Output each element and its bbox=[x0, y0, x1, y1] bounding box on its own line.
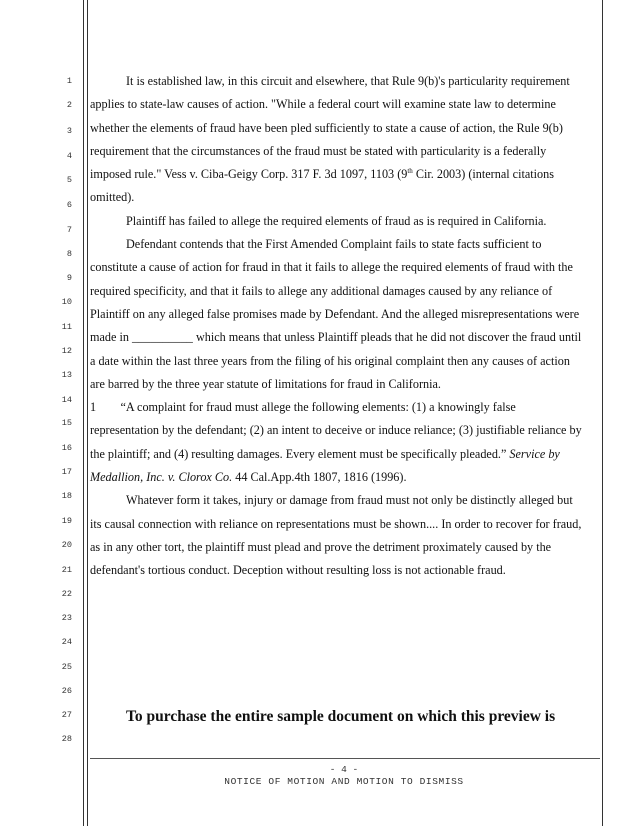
line-number: 6 bbox=[66, 200, 72, 210]
text-line: It is established law, in this circuit and elsewhere, that Rule 9(b)'s particularity requirement bbox=[126, 74, 570, 88]
line-number: 12 bbox=[61, 346, 72, 356]
text-line bbox=[90, 163, 598, 186]
line-number: 2 bbox=[66, 100, 72, 110]
text-line: omitted). bbox=[90, 190, 135, 205]
line-number: 4 bbox=[66, 151, 72, 161]
line-number: 22 bbox=[61, 589, 72, 599]
paragraph-defendant-contends bbox=[90, 233, 598, 396]
text-line: made in __________ which means that unless Plaintiff pleads that he did not discover the fraud until bbox=[90, 330, 582, 345]
case-name: Service by bbox=[509, 446, 560, 461]
quote-text: the plaintiff; and (4) resulting damages. Every element must be specifically pleaded.” bbox=[90, 446, 510, 461]
paragraph-failure-to-allege bbox=[90, 210, 598, 233]
text-line: whether the elements of fraud have been pled sufficiently to state a cause of action, the Rule 9(b) bbox=[90, 120, 563, 135]
text-line: Whatever form it takes, injury or damage from fraud must not only be distinctly alleged but bbox=[126, 493, 573, 508]
line-number: 3 bbox=[66, 126, 72, 136]
text-line: constitute a cause of action for fraud in that it fails to allege the required elements of fraud with the bbox=[90, 260, 573, 275]
line-number: 19 bbox=[61, 516, 72, 526]
text-line: applies to state-law causes of action. "While a federal court will examine state law to determine bbox=[90, 97, 556, 112]
text-line bbox=[90, 443, 598, 466]
left-margin-rule-outer bbox=[83, 0, 84, 826]
line-number: 13 bbox=[61, 370, 72, 380]
line-number: 17 bbox=[61, 467, 72, 477]
line-number: 7 bbox=[66, 225, 72, 235]
line-number: 8 bbox=[66, 249, 72, 259]
text-line: its causal connection with reliance on representations must be shown.... In order to recover for fraud, bbox=[90, 516, 582, 531]
line-number: 27 bbox=[61, 710, 72, 720]
text-line: are barred by the three year statute of limitations for fraud in California. bbox=[90, 376, 441, 391]
line-number: 14 bbox=[61, 395, 72, 405]
citation-text: Cir. 2003) (internal citations bbox=[412, 167, 554, 182]
line-number: 21 bbox=[61, 565, 72, 575]
document-body bbox=[90, 70, 598, 583]
paragraph-fraud-elements bbox=[90, 396, 598, 489]
paragraph-injury-damage bbox=[90, 489, 598, 582]
case-name: Medallion, Inc. v. Clorox Co. bbox=[90, 470, 233, 485]
text-line: representation by the defendant; (2) an intent to deceive or induce reliance; (3) justifiable reliance by bbox=[90, 423, 582, 438]
line-number: 18 bbox=[61, 491, 72, 501]
text-line: Defendant contends that the First Amended Complaint fails to state facts sufficient to bbox=[126, 237, 542, 252]
line-number: 10 bbox=[61, 297, 72, 307]
text-line: a date within the last three years from the filing of his original complaint then any causes of action bbox=[90, 353, 570, 368]
footer-document-title: NOTICE OF MOTION AND MOTION TO DISMISS bbox=[224, 776, 464, 787]
text-line: as in any other tort, the plaintiff must plead and prove the detriment proximately caused by the bbox=[90, 539, 552, 554]
line-number: 26 bbox=[61, 686, 72, 696]
text-line: requirement that the circumstances of the fraud must be stated with particularity is a federally bbox=[90, 143, 547, 158]
line-number: 16 bbox=[61, 443, 72, 453]
citation-text: 44 Cal.App.4th 1807, 1816 (1996). bbox=[232, 470, 407, 485]
right-margin-rule bbox=[602, 0, 603, 826]
purchase-preview-notice: To purchase the entire sample document on which this preview is bbox=[126, 708, 556, 725]
page-number: - 4 - bbox=[329, 764, 359, 775]
superscript: th bbox=[407, 167, 413, 176]
text-line: defendant's tortious conduct. Deception without resulting loss is not actionable fraud. bbox=[90, 563, 506, 578]
line-number: 9 bbox=[66, 273, 72, 283]
line-number: 15 bbox=[61, 418, 72, 428]
left-margin-rule-inner bbox=[87, 0, 88, 826]
line-number: 24 bbox=[61, 637, 72, 647]
text-line bbox=[90, 466, 598, 489]
text-line: 1 “A complaint for fraud must allege the following elements: (1) a knowingly false bbox=[90, 400, 516, 415]
text-line: Plaintiff has failed to allege the required elements of fraud as is required in California. bbox=[126, 213, 547, 228]
line-number: 23 bbox=[61, 613, 72, 623]
line-number: 25 bbox=[61, 662, 72, 672]
line-number: 28 bbox=[61, 734, 72, 744]
text-line: Plaintiff on any alleged false promises made by Defendant. And the alleged misrepresentations were bbox=[90, 306, 580, 321]
footer-divider bbox=[90, 758, 600, 759]
line-number: 5 bbox=[66, 175, 72, 185]
line-number: 11 bbox=[61, 322, 72, 332]
text-line: required specificity, and that it fails to allege any additional damages caused by any reliance of bbox=[90, 283, 553, 298]
paragraph-rule-9b bbox=[90, 70, 598, 210]
line-number: 1 bbox=[66, 76, 72, 86]
line-number: 20 bbox=[61, 540, 72, 550]
citation-text: imposed rule." Vess v. Ciba-Geigy Corp. 317 F. 3d 1097, 1103 (9 bbox=[90, 167, 408, 182]
